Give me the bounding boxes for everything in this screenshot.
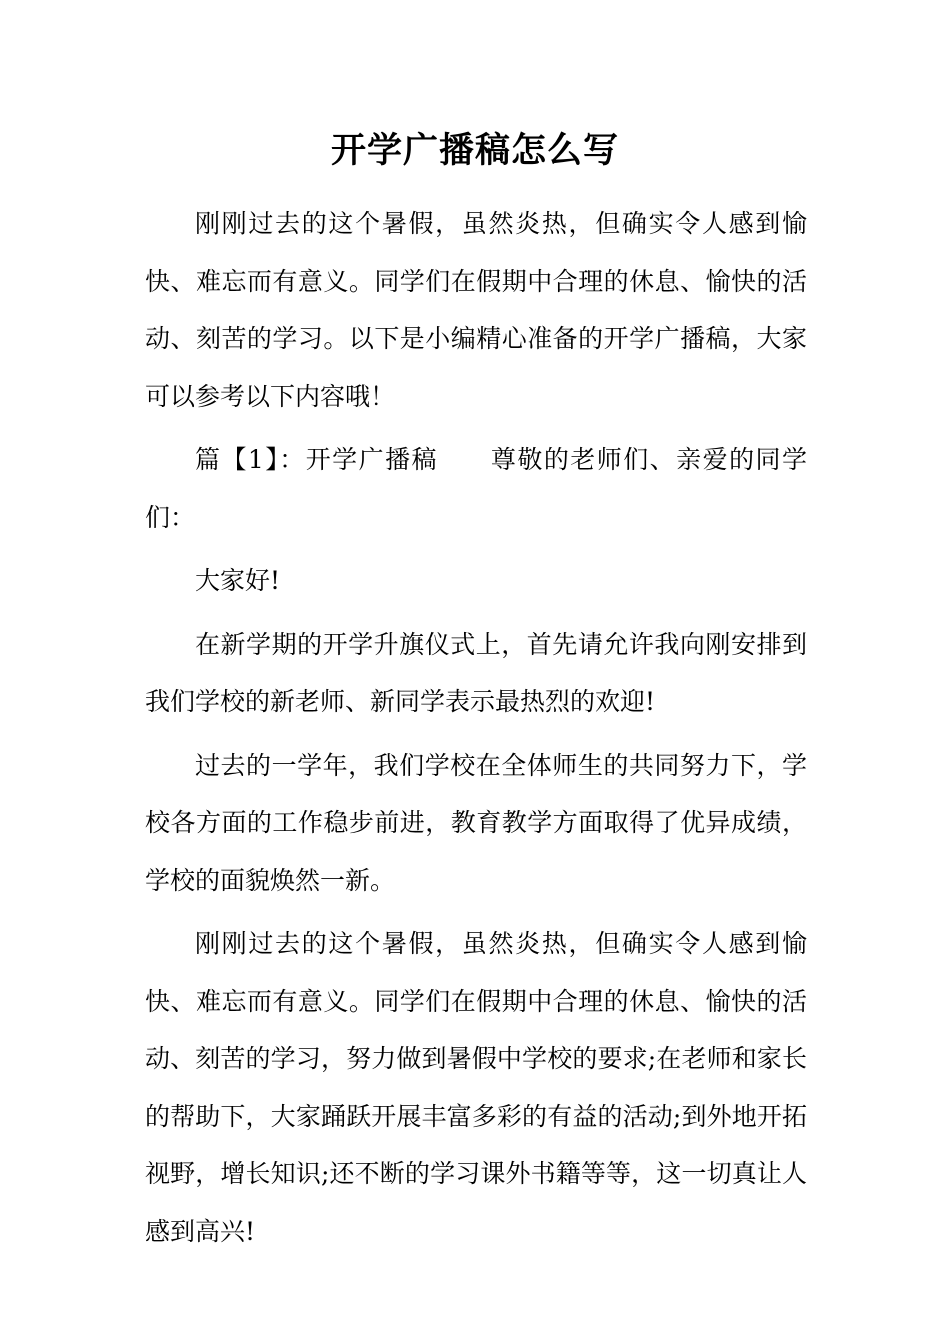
document-title: 开学广播稿怎么写 <box>330 130 619 171</box>
paragraph-summer: 刚刚过去的这个暑假，虽然炎热，但确实令人感到愉快、难忘而有意义。同学们在假期中合理的休息、愉快的活动、刻苦的学习，努力做到暑假中学校的要求;在老师和家长的帮助下，大家踊跃开展丰富多彩的有益的活动;到外地开拓视野，增长知识;还不断的学习课外书籍等等，这一切真让人感到高兴! <box>145 929 807 1246</box>
paragraph-section-heading: 篇【1】：开学广播稿 尊敬的老师们、亲爱的同学们： <box>145 445 807 532</box>
document-body <box>145 195 807 1266</box>
paragraph-greeting: 大家好! <box>195 566 281 595</box>
paragraph-welcome: 在新学期的开学升旗仪式上，首先请允许我向刚安排到我们学校的新老师、新同学表示最热烈的欢迎! <box>145 629 807 716</box>
paragraph-intro: 刚刚过去的这个暑假，虽然炎热，但确实令人感到愉快、难忘而有意义。同学们在假期中合理的休息、愉快的活动、刻苦的学习。以下是小编精心准备的开学广播稿，大家可以参考以下内容哦！ <box>145 209 807 411</box>
paragraph-review: 过去的一学年，我们学校在全体师生的共同努力下，学校各方面的工作稳步前进，教育教学方面取得了优异成绩，学校的面貌焕然一新。 <box>145 750 807 895</box>
